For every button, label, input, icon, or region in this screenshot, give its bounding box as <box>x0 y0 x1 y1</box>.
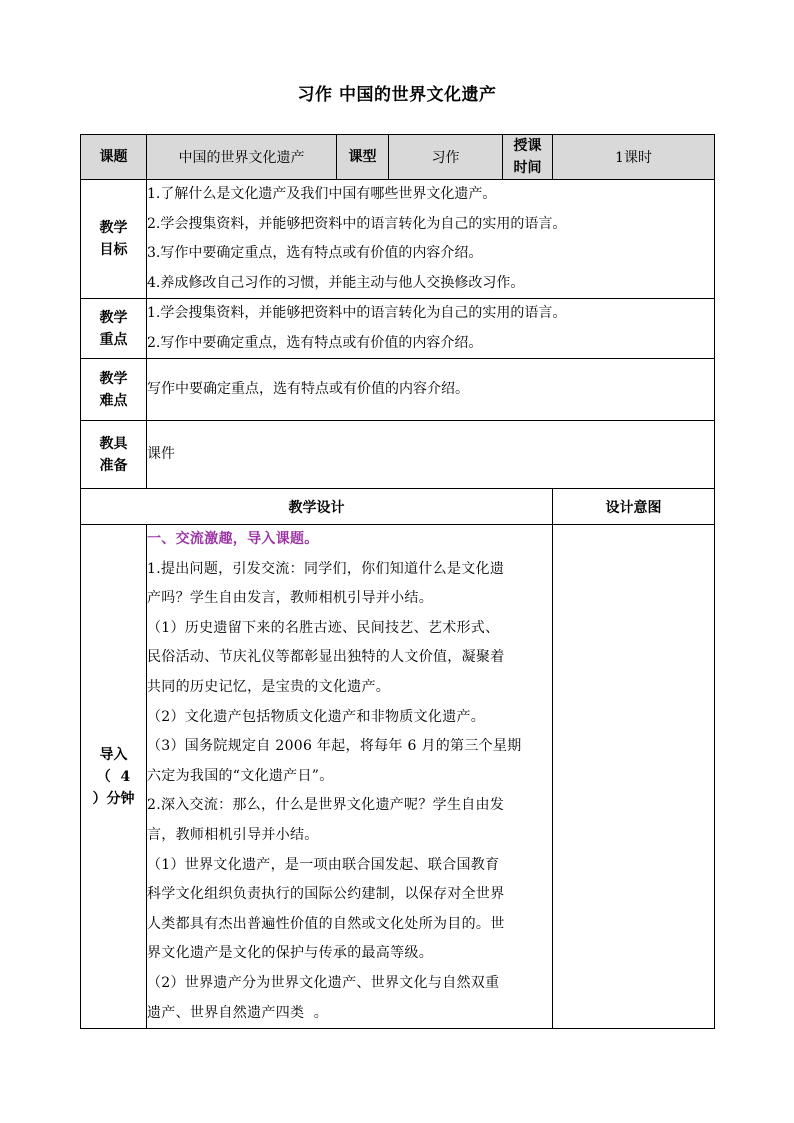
design-line: 产吗？学生自由发言，教师相机引导并小结。 <box>147 590 433 607</box>
goals-label-cell <box>81 180 147 299</box>
goal-item: 3.写作中要确定重点，选有特点或有价值的内容介绍。 <box>147 245 483 261</box>
difficulty-text: 写作中要确定重点，选有特点或有价值的内容介绍。 <box>147 380 469 397</box>
intro-design-cell <box>147 525 553 1029</box>
design-line: 言，教师相机引导并小结。 <box>147 826 319 843</box>
design-header-cell <box>81 489 553 525</box>
tools-label-line-2: 准备 <box>99 457 128 474</box>
difficulties-label-line-2: 难点 <box>99 392 128 409</box>
time-label-line-2: 时间 <box>513 160 542 176</box>
tools-label-cell <box>81 421 147 489</box>
time-value: 1课时 <box>615 150 652 166</box>
design-line: （2）世界遗产分为世界文化遗产、世界文化与自然双重 <box>147 974 500 991</box>
intro-label-line-3: ）分钟 <box>92 790 135 807</box>
intro-label-line-2: （ 4 <box>96 768 131 785</box>
time-value-cell <box>553 135 715 180</box>
intro-label-cell <box>81 525 147 1029</box>
design-line: 科学文化组织负责执行的国际公约建制，以保存对全世界 <box>147 886 505 903</box>
key-points-label-line-1: 教学 <box>99 309 128 326</box>
design-line: 民俗活动、节庆礼仪等都彰显出独特的人文价值，凝聚着 <box>147 649 505 666</box>
intro-label-line-1: 导入 <box>99 746 128 763</box>
intent-header: 设计意图 <box>605 499 662 516</box>
intent-header-cell <box>553 489 715 525</box>
tools-row <box>81 421 715 489</box>
design-line: （1）世界文化遗产，是一项由联合国发起、联合国教育 <box>147 856 500 873</box>
goals-label-line-2: 目标 <box>99 242 128 258</box>
section-title: 一、交流激趣，导入课题。 <box>147 531 319 547</box>
type-label: 课型 <box>348 149 377 165</box>
topic-value: 中国的世界文化遗产 <box>178 150 305 166</box>
design-line: 遗产、世界自然遗产四类 。 <box>147 1004 329 1021</box>
lesson-plan-table <box>80 134 715 1029</box>
key-points-label-line-2: 重点 <box>99 331 128 348</box>
design-line: （3）国务院规定自 2006 年起，将每年 6 月的第三个星期 <box>147 738 522 755</box>
time-label-cell <box>503 135 553 180</box>
design-line: （2）文化遗产包括物质文化遗产和非物质文化遗产。 <box>147 708 486 725</box>
difficulties-row <box>81 359 715 421</box>
time-label-line-1: 授课 <box>513 138 542 154</box>
type-label-cell <box>337 135 389 180</box>
key-points-content-cell <box>147 299 715 359</box>
intro-row <box>81 525 715 1029</box>
difficulties-content-cell <box>147 359 715 421</box>
design-line: （1）历史遗留下来的名胜古迹、民间技艺、艺术形式、 <box>147 619 500 636</box>
header-row <box>81 135 715 180</box>
key-point-item: 2.写作中要确定重点，选有特点或有价值的内容介绍。 <box>147 334 483 351</box>
topic-value-cell <box>147 135 337 180</box>
key-point-item: 1.学会搜集资料，并能够把资料中的语言转化为自己的实用的语言。 <box>147 305 567 321</box>
type-value: 习作 <box>431 150 460 166</box>
key-points-row <box>81 299 715 359</box>
design-header-row <box>81 489 715 525</box>
type-value-cell <box>389 135 503 180</box>
design-header: 教学设计 <box>288 499 345 516</box>
goal-item: 1.了解什么是文化遗产及我们中国有哪些世界文化遗产。 <box>147 186 497 202</box>
topic-label: 课题 <box>99 149 128 165</box>
design-line: 1.提出问题，引发交流：同学们，你们知道什么是文化遗 <box>147 560 505 577</box>
design-line: 2.深入交流：那么，什么是世界文化遗产呢？学生自由发 <box>147 797 505 814</box>
goals-content-cell <box>147 180 715 299</box>
design-line: 界文化遗产是文化的保护与传承的最高等级。 <box>147 945 433 962</box>
goals-label-line-1: 教学 <box>99 220 128 236</box>
goals-row <box>81 180 715 299</box>
tools-content-cell <box>147 421 715 489</box>
topic-label-cell <box>81 135 147 180</box>
difficulties-label-cell <box>81 359 147 421</box>
design-line: 人类都具有杰出普遍性价值的自然或文化处所为目的。世 <box>147 915 505 932</box>
tools-label-line-1: 教具 <box>99 435 128 452</box>
goal-item: 4.养成修改自己习作的习惯，并能主动与他人交换修改习作。 <box>147 274 525 291</box>
goal-item: 2.学会搜集资料，并能够把资料中的语言转化为自己的实用的语言。 <box>147 215 567 232</box>
design-line: 六定为我国的“文化遗产日”。 <box>147 767 334 784</box>
key-points-label-cell <box>81 299 147 359</box>
design-line: 共同的历史记忆，是宝贵的文化遗产。 <box>147 678 391 695</box>
tools-text: 课件 <box>147 445 175 462</box>
difficulties-label-line-1: 教学 <box>99 370 128 387</box>
intro-intent-cell <box>553 525 715 1029</box>
document-title: 习作 中国的世界文化遗产 <box>297 85 497 105</box>
